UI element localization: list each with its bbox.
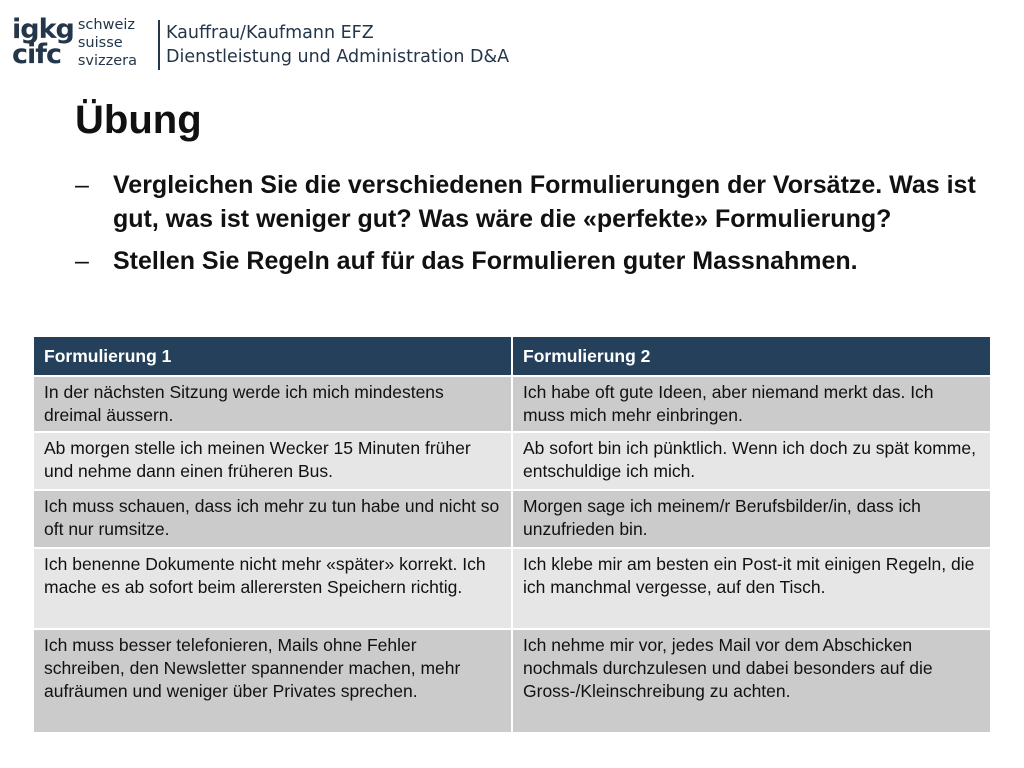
table-cell: Ab sofort bin ich pünktlich. Wenn ich doch zu spät komme, entschuldige ich mich.: [512, 432, 991, 490]
column-header-formulierung-2: Formulierung 2: [512, 336, 991, 376]
table-row: [33, 432, 991, 490]
bullet-item: [75, 244, 1005, 278]
slide-title: Übung: [75, 98, 202, 142]
column-header-formulierung-1: Formulierung 1: [33, 336, 512, 376]
igkg-logo: [12, 14, 138, 73]
header-line-1: Kauffrau/Kaufmann EFZ: [166, 23, 374, 43]
logo-abbreviation: igkg cifc: [12, 14, 74, 70]
slide-header: [0, 0, 1024, 80]
table-row: [33, 490, 991, 548]
table-cell: Ich muss besser telefonieren, Mails ohne Fehler schreiben, den Newsletter spannender machen, mehr aufräumen und weniger über Privates sprechen.: [33, 629, 512, 733]
table-cell: Ich muss schauen, dass ich mehr zu tun habe und nicht so oft nur rumsitze.: [33, 490, 512, 548]
bullet-text: Vergleichen Sie die verschiedenen Formulierungen der Vorsätze. Was ist gut, was ist weniger gut? Was wäre die «perfekte» Formulierung?: [113, 171, 976, 233]
table-cell: Ab morgen stelle ich meinen Wecker 15 Minuten früher und nehme dann einen früheren Bus.: [33, 432, 512, 490]
table-cell: Ich habe oft gute Ideen, aber niemand merkt das. Ich muss mich mehr einbringen.: [512, 376, 991, 432]
table-cell: Ich nehme mir vor, jedes Mail vor dem Abschicken nochmals durchzulesen und dabei besonders auf die Gross-/Kleinschreibung zu achten.: [512, 629, 991, 733]
header-course-title: [166, 21, 509, 69]
logo-languages: schweiz suisse svizzera: [77, 17, 138, 69]
bullet-item: [75, 168, 1005, 236]
table-row: [33, 548, 991, 629]
table-cell: Ich klebe mir am besten ein Post-it mit einigen Regeln, die ich manchmal vergesse, auf den Tisch.: [512, 548, 991, 629]
bullet-list: [75, 168, 1005, 286]
bullet-marker: –: [75, 247, 89, 275]
comparison-table: [32, 335, 992, 734]
header-divider: [158, 20, 160, 70]
table-cell: In der nächsten Sitzung werde ich mich mindestens dreimal äussern.: [33, 376, 512, 432]
table-cell: Morgen sage ich meinem/r Berufsbilder/in, dass ich unzufrieden bin.: [512, 490, 991, 548]
table-header-row: [33, 336, 991, 376]
bullet-marker: –: [75, 171, 89, 199]
header-line-2: Dienstleistung und Administration D&A: [166, 47, 510, 67]
table-row: [33, 376, 991, 432]
table-row: [33, 629, 991, 733]
bullet-text: Stellen Sie Regeln auf für das Formulieren guter Massnahmen.: [113, 247, 858, 275]
table-cell: Ich benenne Dokumente nicht mehr «später» korrekt. Ich mache es ab sofort beim allerersten Speichern richtig.: [33, 548, 512, 629]
